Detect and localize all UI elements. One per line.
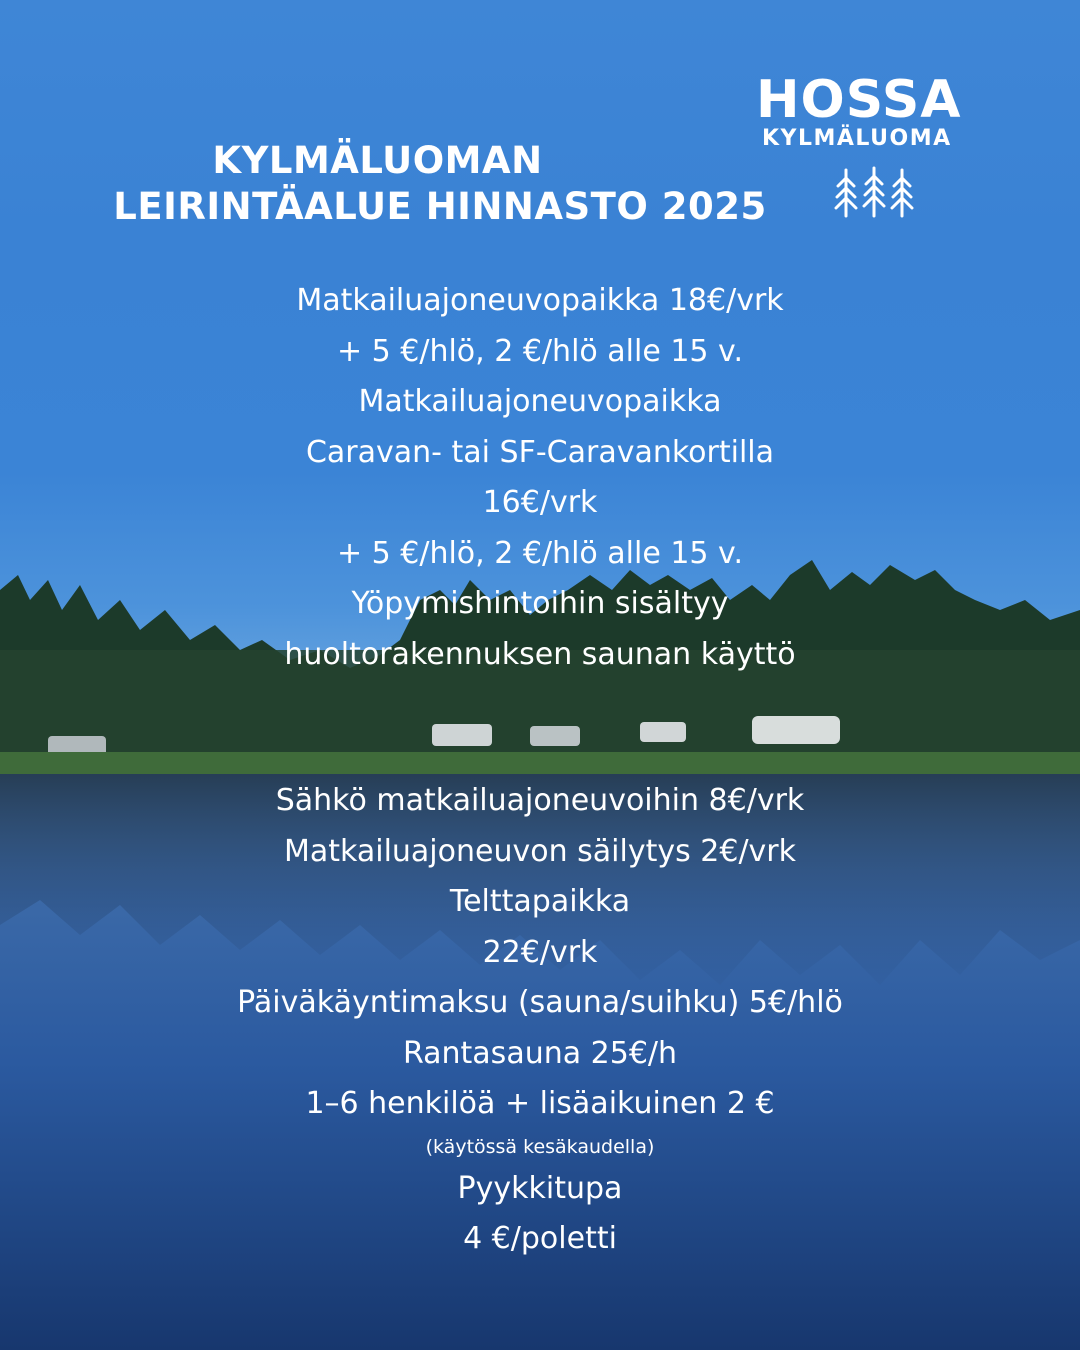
title-line-2: LEIRINTÄALUE HINNASTO 2025 [113, 185, 767, 228]
price-line: + 5 €/hlö, 2 €/hlö alle 15 v. [336, 333, 744, 369]
price-line: Sähkö matkailuajoneuvoihin 8€/vrk [275, 783, 805, 818]
price-line: 16€/vrk [482, 485, 598, 520]
price-line: Rantasauna 25€/h [402, 1035, 678, 1071]
price-list-camper [0, 276, 1080, 680]
page-title [90, 138, 790, 230]
price-line: Caravan- tai SF-Caravankortilla [305, 434, 775, 470]
logo-main-text: HOSSA [756, 70, 962, 130]
title-line-1: KYLMÄLUOMAN [212, 139, 543, 182]
price-line: Päiväkäyntimaksu (sauna/suihku) 5€/hlö [237, 985, 843, 1020]
price-line: Matkailuajoneuvopaikka 18€/vrk [296, 283, 784, 318]
logo-sub-text: KYLMÄLUOMA [762, 126, 952, 151]
price-list-services [0, 776, 1080, 1265]
price-line: 4 €/poletti [463, 1221, 617, 1256]
price-line: 22€/vrk [482, 934, 598, 970]
hossa-logo [752, 70, 992, 230]
price-line: Pyykkitupa [457, 1170, 623, 1206]
season-note: (käytössä kesäkaudella) [425, 1135, 655, 1158]
price-line: huoltorakennuksen saunan käyttö [284, 636, 796, 672]
price-line: Matkailuajoneuvopaikka [358, 384, 722, 419]
pine-trees-icon [834, 166, 914, 218]
price-line: 1–6 henkilöä + lisäaikuinen 2 € [305, 1086, 775, 1121]
price-line: Yöpymishintoihin sisältyy [351, 586, 729, 621]
price-line: + 5 €/hlö, 2 €/hlö alle 15 v. [336, 535, 744, 571]
price-line: Telttapaikka [449, 884, 631, 919]
price-line: Matkailuajoneuvon säilytys 2€/vrk [283, 833, 797, 869]
